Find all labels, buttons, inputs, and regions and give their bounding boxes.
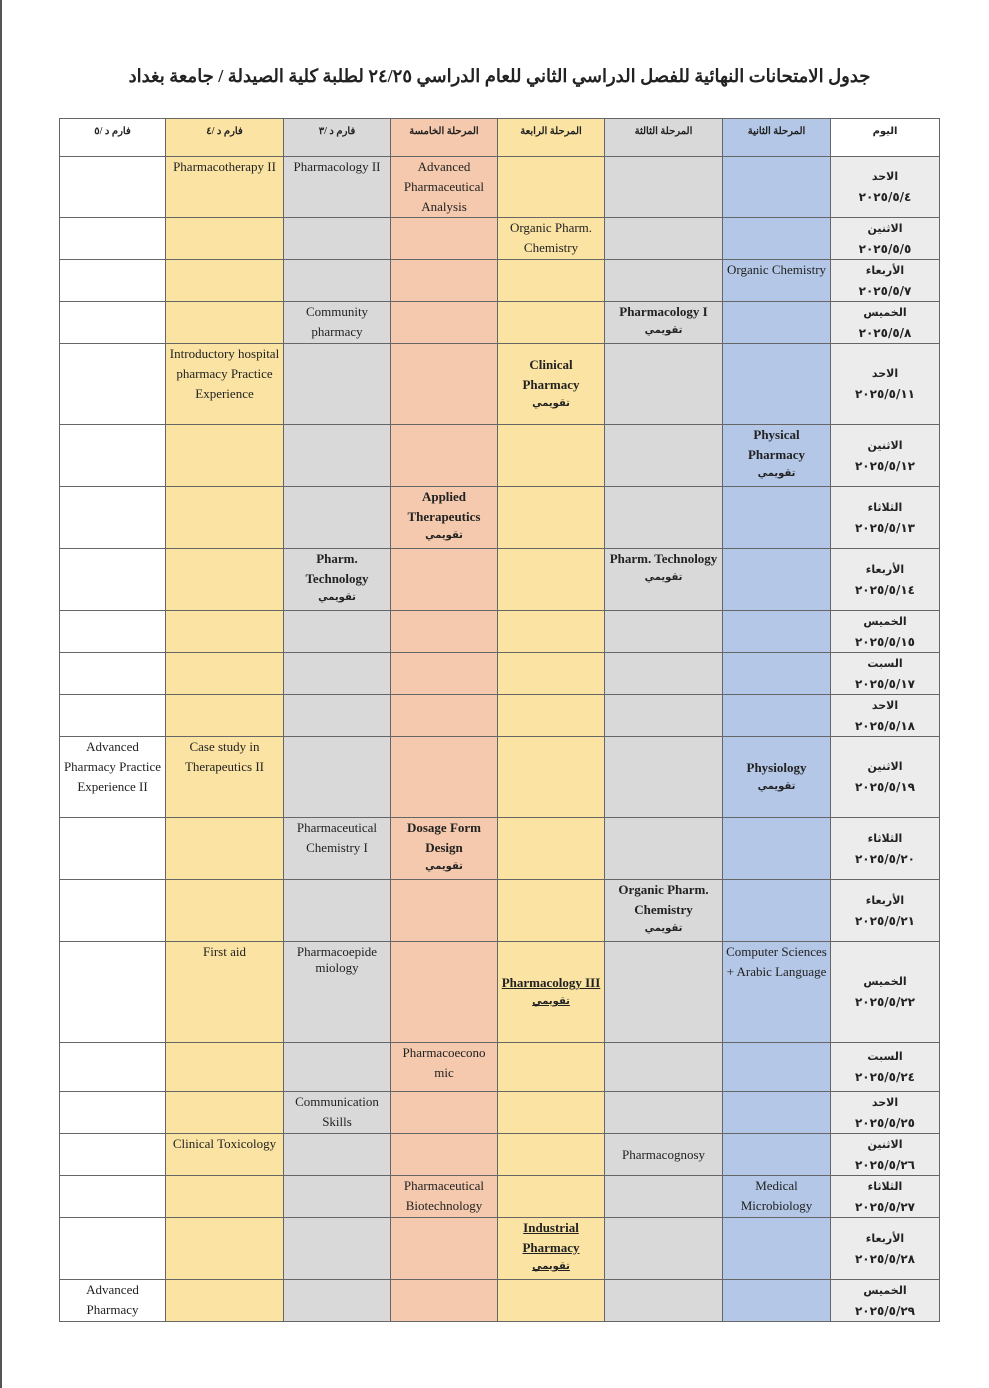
day-cell xyxy=(831,218,940,260)
exam-schedule-table xyxy=(59,118,940,1322)
evaluation-note: تقويمي xyxy=(425,530,463,541)
day-name: الاثنين xyxy=(867,1137,903,1151)
table-row xyxy=(60,942,940,1043)
exam-cell: Introductory hospital pharmacy Practice Experience xyxy=(166,344,284,425)
exam-date: ٢٠٢٥/٥/٤ xyxy=(858,190,912,204)
header-stage3: المرحلة الثالثة xyxy=(605,119,723,157)
exam-cell xyxy=(605,302,723,344)
exam-date: ٢٠٢٥/٥/١٣ xyxy=(854,520,916,535)
day-name: السبت xyxy=(867,1050,903,1063)
exam-subject: Pharm. Technology xyxy=(609,551,718,566)
exam-cell: Case study in Therapeutics II xyxy=(166,737,284,818)
exam-date: ٢٠٢٥/٥/٢٧ xyxy=(854,1199,916,1214)
exam-date: ٢٠٢٥/٥/١٤ xyxy=(854,582,916,597)
exam-cell: Advanced Pharmaceutical Analysis xyxy=(391,157,498,218)
table-row xyxy=(60,425,940,487)
exam-cell: Computer Sciences + Arabic Language xyxy=(723,942,831,1043)
evaluation-note: تقويمي xyxy=(532,996,570,1007)
day-cell xyxy=(831,611,940,653)
day-name: الثلاثاء xyxy=(867,500,903,514)
exam-subject: Organic Pharm. Chemistry xyxy=(618,882,709,917)
header-day: اليوم xyxy=(831,119,940,157)
evaluation-note: تقويمي xyxy=(644,325,683,336)
exam-cell: Medical Microbiology xyxy=(723,1176,831,1218)
exam-subject: Clinical Pharmacy xyxy=(522,357,580,392)
evaluation-note: تقويمي xyxy=(757,468,796,479)
day-name: الأربعاء xyxy=(865,1231,905,1245)
header-pharmd5: فارم د /٥ xyxy=(60,119,166,157)
exam-cell xyxy=(391,818,498,880)
exam-cell: Advanced Pharmacy xyxy=(60,1280,166,1322)
day-name: الخميس xyxy=(863,975,907,988)
day-name: الاحد xyxy=(871,367,899,380)
exam-cell: Pharmacology II xyxy=(284,157,391,218)
table-row xyxy=(60,260,940,302)
header-pharmd4: فارم د /٤ xyxy=(166,119,284,157)
exam-cell xyxy=(498,942,605,1043)
day-cell xyxy=(831,157,940,218)
day-cell xyxy=(831,1218,940,1280)
exam-date: ٢٠٢٥/٥/٥ xyxy=(858,241,912,256)
exam-date: ٢٠٢٥/٥/١٩ xyxy=(854,780,916,794)
evaluation-note: تقويمي xyxy=(644,923,683,934)
exam-cell xyxy=(723,425,831,487)
day-cell xyxy=(831,1280,940,1322)
table-row xyxy=(60,737,940,818)
evaluation-note: تقويمي xyxy=(757,781,796,792)
day-cell xyxy=(831,302,940,344)
evaluation-note: تقويمي xyxy=(318,592,356,603)
exam-date: ٢٠٢٥/٥/٢٦ xyxy=(854,1157,916,1172)
header-pharmd3: فارم د /٣ xyxy=(284,119,391,157)
table-row xyxy=(60,218,940,260)
day-name: الثلاثاء xyxy=(867,1179,903,1193)
day-name: الأربعاء xyxy=(865,893,905,907)
day-cell xyxy=(831,880,940,942)
header-stage2: المرحلة الثانية xyxy=(723,119,831,157)
exam-date: ٢٠٢٥/٥/١١ xyxy=(854,387,916,401)
day-name: الأربعاء xyxy=(865,263,905,277)
exam-date: ٢٠٢٥/٥/١٢ xyxy=(854,458,916,473)
day-name: الأربعاء xyxy=(865,562,905,576)
table-row xyxy=(60,302,940,344)
exam-cell: Pharmaceutical Chemistry I xyxy=(284,818,391,880)
exam-cell: First aid xyxy=(166,942,284,1043)
day-name: السبت xyxy=(867,656,903,670)
table-row xyxy=(60,695,940,737)
exam-cell xyxy=(391,487,498,549)
day-name: الاحد xyxy=(871,1095,899,1109)
exam-subject: Physiology xyxy=(746,760,807,775)
day-cell xyxy=(831,1176,940,1218)
day-name: الثلاثاء xyxy=(867,831,903,845)
exam-date: ٢٠٢٥/٥/٢٢ xyxy=(854,995,916,1009)
exam-cell: Advanced Pharmacy Practice Experience II xyxy=(60,737,166,818)
exam-cell xyxy=(284,549,391,611)
table-row xyxy=(60,344,940,425)
table-row xyxy=(60,1280,940,1322)
exam-date: ٢٠٢٥/٥/٧ xyxy=(858,283,912,298)
day-cell xyxy=(831,695,940,737)
table-row xyxy=(60,653,940,695)
exam-cell xyxy=(498,1218,605,1280)
evaluation-note: تقويمي xyxy=(532,1261,570,1272)
page-edge-line xyxy=(0,0,2,1388)
table-row xyxy=(60,1176,940,1218)
exam-cell xyxy=(723,737,831,818)
exam-cell xyxy=(605,880,723,942)
exam-date: ٢٠٢٥/٥/٢٠ xyxy=(854,851,916,866)
exam-subject: Dosage Form Design xyxy=(406,820,481,855)
day-cell xyxy=(831,425,940,487)
table-row xyxy=(60,1218,940,1280)
page-title: جدول الامتحانات النهائية للفصل الدراسي الثاني للعام الدراسي ٢٤/٢٥ لطلبة كلية الصيدلة / جامعة بغداد xyxy=(128,66,871,86)
header-stage4: المرحلة الرابعة xyxy=(498,119,605,157)
exam-cell: Community pharmacy xyxy=(284,302,391,344)
exam-cell: Pharmaceutical Biotechnology xyxy=(391,1176,498,1218)
day-cell xyxy=(831,487,940,549)
exam-subject: Physical Pharmacy xyxy=(747,427,806,462)
exam-date: ٢٠٢٥/٥/١٨ xyxy=(854,718,916,733)
day-name: الاثنين xyxy=(867,438,903,452)
day-cell xyxy=(831,737,940,818)
day-name: الخميس xyxy=(863,614,907,628)
day-cell xyxy=(831,1134,940,1176)
table-row xyxy=(60,880,940,942)
day-name: الخميس xyxy=(863,305,907,319)
table-row xyxy=(60,157,940,218)
exam-cell: Clinical Toxicology xyxy=(166,1134,284,1176)
day-cell xyxy=(831,344,940,425)
day-name: الاحد xyxy=(871,170,899,183)
exam-cell: Pharmacognosy xyxy=(605,1134,723,1176)
exam-date: ٢٠٢٥/٥/٢٩ xyxy=(854,1303,916,1318)
exam-cell: Communication Skills xyxy=(284,1092,391,1134)
exam-date: ٢٠٢٥/٥/٢٨ xyxy=(854,1251,916,1266)
header-stage5: المرحلة الخامسة xyxy=(391,119,498,157)
table-row xyxy=(60,611,940,653)
exam-cell: Organic Chemistry xyxy=(723,260,831,302)
day-cell xyxy=(831,818,940,880)
day-cell xyxy=(831,549,940,611)
exam-date: ٢٠٢٥/٥/١٥ xyxy=(854,634,916,649)
exam-subject: Pharmacology I xyxy=(619,304,708,319)
exam-cell: Pharmacotherapy II xyxy=(166,157,284,218)
evaluation-note: تقويمي xyxy=(532,398,570,409)
exam-date: ٢٠٢٥/٥/١٧ xyxy=(854,676,916,691)
exam-subject: Applied Therapeutics xyxy=(407,489,481,524)
exam-date: ٢٠٢٥/٥/٢١ xyxy=(854,913,916,928)
day-cell xyxy=(831,260,940,302)
evaluation-note: تقويمي xyxy=(425,861,463,872)
exam-date: ٢٠٢٥/٥/٨ xyxy=(858,325,912,340)
exam-date: ٢٠٢٥/٥/٢٥ xyxy=(854,1115,916,1130)
day-name: الخميس xyxy=(863,1283,907,1297)
day-cell xyxy=(831,1092,940,1134)
exam-subject: Pharm. Technology xyxy=(305,551,369,586)
day-name: الاثنين xyxy=(867,760,903,773)
day-cell xyxy=(831,653,940,695)
day-cell xyxy=(831,1043,940,1092)
exam-cell: Pharmacoepide miology xyxy=(284,942,391,1043)
exam-subject: Pharmacology III xyxy=(501,975,601,990)
table-row xyxy=(60,1134,940,1176)
exam-subject: Industrial Pharmacy xyxy=(522,1220,580,1255)
exam-cell: Organic Pharm. Chemistry xyxy=(498,218,605,260)
table-row xyxy=(60,487,940,549)
day-name: الاحد xyxy=(871,698,899,712)
exam-cell xyxy=(498,344,605,425)
table-row xyxy=(60,1043,940,1092)
exam-cell xyxy=(605,549,723,611)
table-row xyxy=(60,1092,940,1134)
table-row xyxy=(60,818,940,880)
day-name: الاثنين xyxy=(867,221,903,235)
day-cell xyxy=(831,942,940,1043)
header-row xyxy=(60,119,940,157)
exam-date: ٢٠٢٥/٥/٢٤ xyxy=(854,1070,916,1084)
exam-cell: Pharmacoecono mic xyxy=(391,1043,498,1092)
table-row xyxy=(60,549,940,611)
evaluation-note: تقويمي xyxy=(644,572,683,583)
